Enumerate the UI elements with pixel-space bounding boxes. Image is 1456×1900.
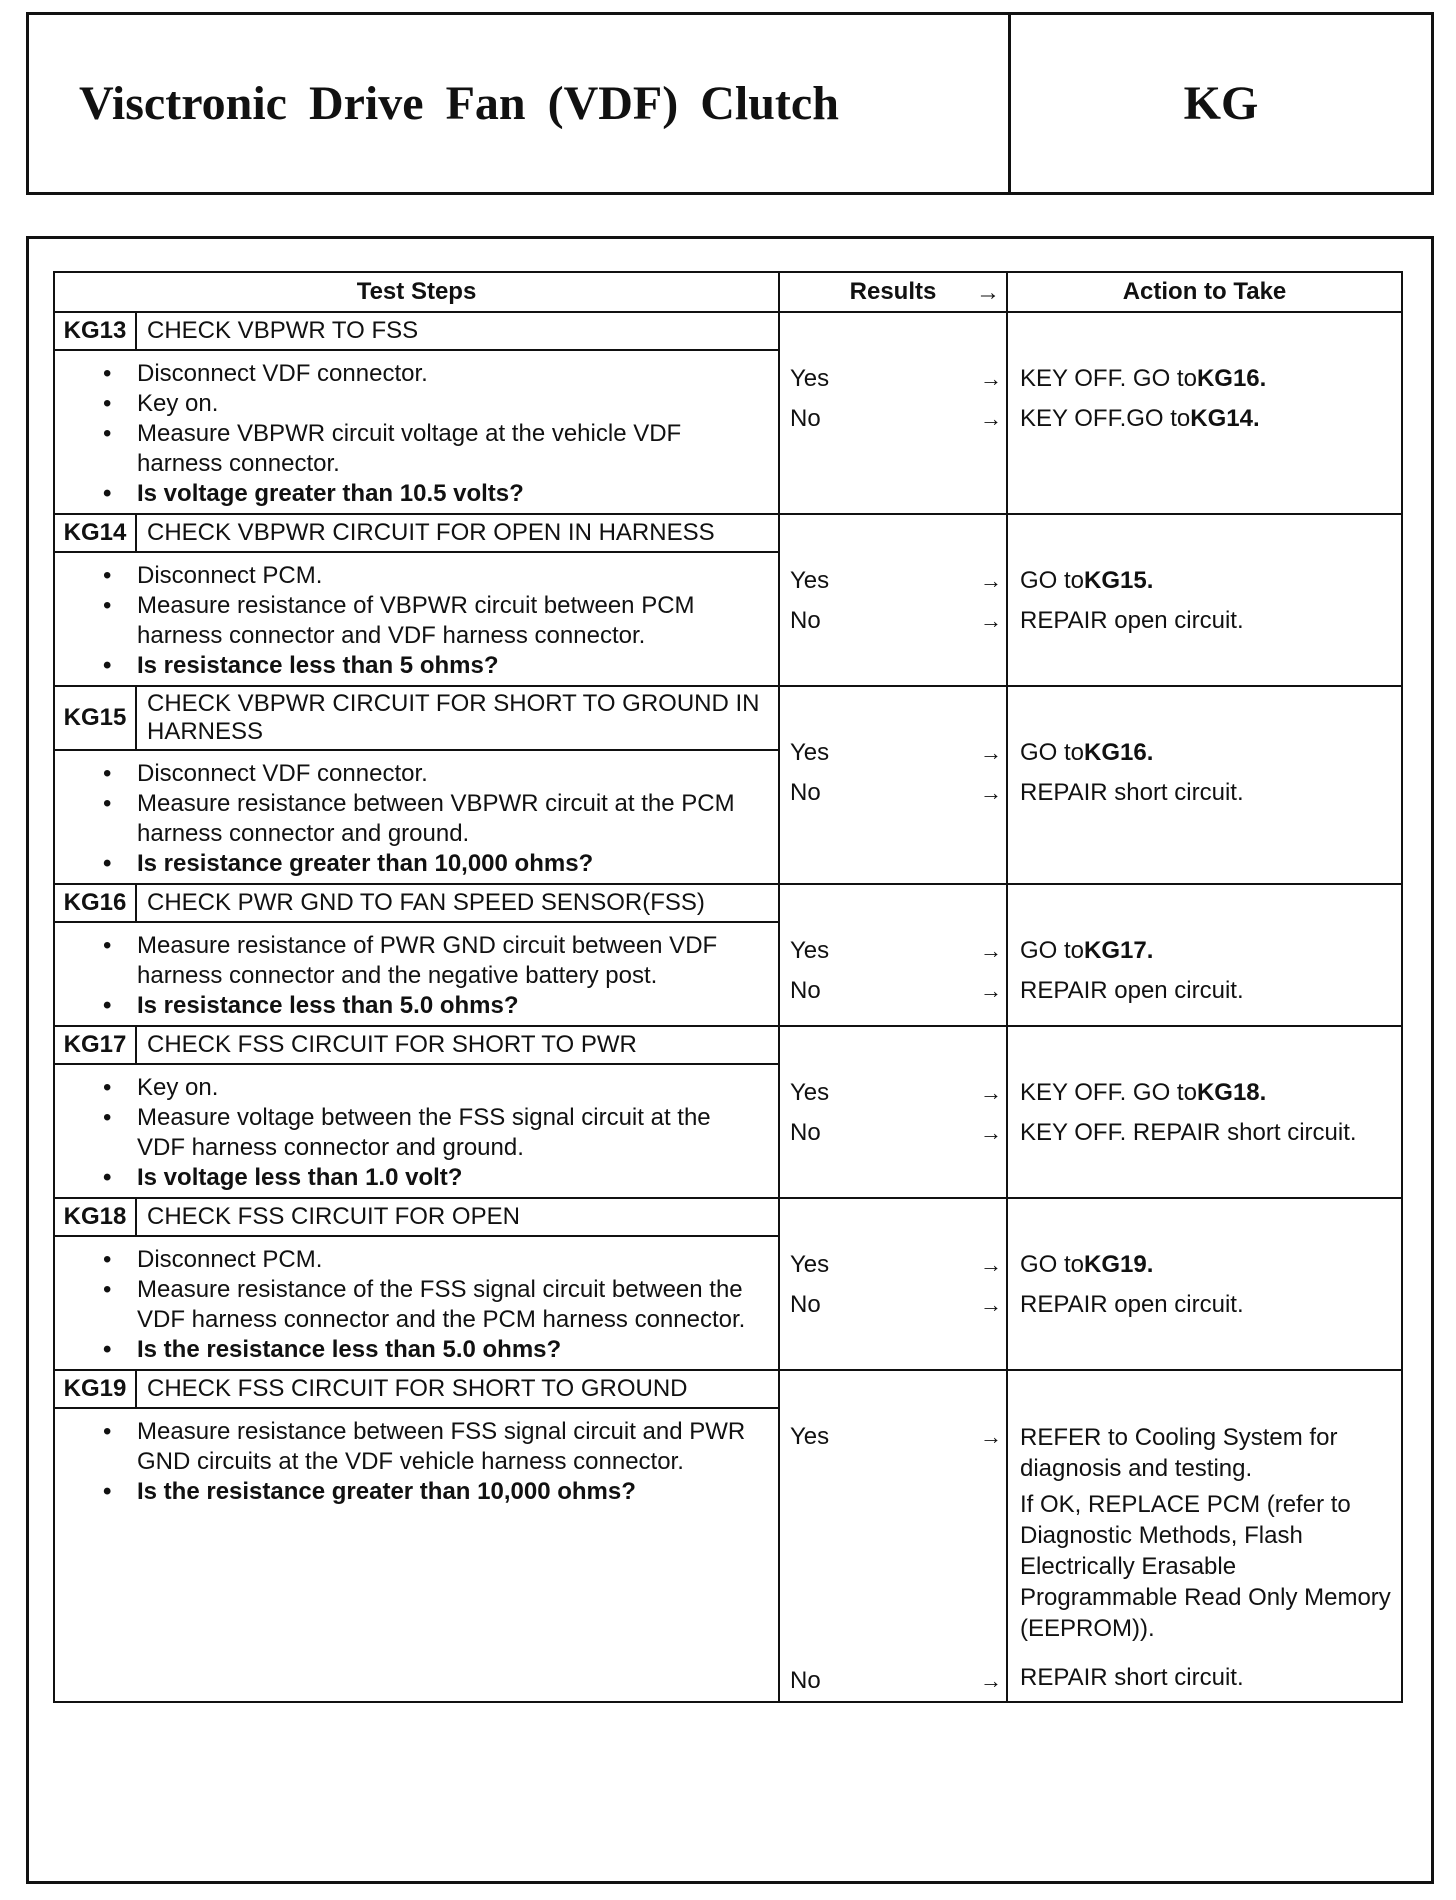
arrow-icon: → — [980, 608, 1002, 633]
result-spacer — [790, 1457, 996, 1661]
action-no — [1020, 1658, 1393, 1698]
action-no — [1020, 971, 1393, 1011]
step-results — [779, 1370, 1007, 1702]
step-title-row — [54, 884, 1402, 922]
result-yes — [790, 1417, 1002, 1457]
result-no-label: No — [790, 977, 821, 1004]
result-yes-label: Yes — [790, 739, 830, 766]
result-yes-label: Yes — [790, 567, 830, 594]
result-no — [790, 1285, 1002, 1325]
step-details — [54, 350, 779, 514]
result-yes — [790, 733, 1002, 773]
step-details — [54, 1408, 779, 1702]
result-yes-label: Yes — [790, 1251, 830, 1278]
step-title-row — [54, 514, 1402, 552]
arrow-icon: → — [980, 1424, 1002, 1449]
result-yes — [790, 359, 1002, 399]
step-bullet: • Measure resistance of VBPWR circuit between PCM harness connector and VDF harness connector. — [95, 591, 764, 651]
step-bullet-list — [55, 1237, 778, 1369]
arrow-icon: → — [980, 366, 1002, 391]
action-yes — [1020, 733, 1393, 773]
step-id: KG17 — [54, 1026, 136, 1064]
step-check-title: CHECK FSS CIRCUIT FOR SHORT TO PWR — [136, 1026, 779, 1064]
step-results — [779, 884, 1007, 1026]
action-yes — [1020, 931, 1393, 971]
page-title: Visctronic Drive Fan (VDF) Clutch — [29, 15, 1011, 192]
action-no — [1020, 1285, 1393, 1325]
step-results — [779, 514, 1007, 686]
action-yes-ref: KG19. — [1084, 1251, 1154, 1278]
result-no-label: No — [790, 1291, 821, 1318]
step-bullet: • Measure VBPWR circuit voltage at the vehicle VDF harness connector. — [95, 419, 764, 479]
step-check-title: CHECK VBPWR CIRCUIT FOR SHORT TO GROUND IN HARNESS — [136, 686, 779, 750]
step-results — [779, 686, 1007, 884]
step-title-row — [54, 1026, 1402, 1064]
step-id: KG14 — [54, 514, 136, 552]
header-results — [779, 272, 1007, 312]
action-yes-refer: REFER to Cooling System for diagnosis and testing. — [1020, 1424, 1338, 1482]
table-header-row — [54, 272, 1402, 312]
result-no-label: No — [790, 1119, 821, 1146]
step-check-title: CHECK VBPWR TO FSS — [136, 312, 779, 350]
arrow-icon: → — [980, 1120, 1002, 1145]
action-no — [1020, 1113, 1393, 1153]
step-actions — [1007, 1198, 1402, 1370]
action-no — [1020, 399, 1393, 439]
step-bullet: • Disconnect PCM. — [95, 1245, 764, 1275]
arrow-icon: → — [980, 780, 1002, 805]
step-question: • Is the resistance less than 5.0 ohms? — [95, 1335, 764, 1365]
arrow-icon: → — [980, 978, 1002, 1003]
step-id: KG19 — [54, 1370, 136, 1408]
action-no-text: REPAIR open circuit. — [1020, 1291, 1244, 1318]
step-bullet-list — [55, 1065, 778, 1197]
action-yes — [1020, 1073, 1393, 1113]
result-yes — [790, 1245, 1002, 1285]
action-no — [1020, 773, 1393, 813]
step-question: • Is resistance less than 5.0 ohms? — [95, 991, 764, 1021]
action-no-text: KEY OFF. REPAIR short circuit. — [1020, 1119, 1357, 1146]
step-bullet: • Disconnect VDF connector. — [95, 359, 764, 389]
action-no-text: KEY OFF.GO to — [1020, 405, 1191, 432]
step-bullet: • Key on. — [95, 1073, 764, 1103]
step-details — [54, 922, 779, 1026]
result-no-label: No — [790, 405, 821, 432]
action-yes-ref: KG15. — [1084, 567, 1154, 594]
action-no-text: REPAIR open circuit. — [1020, 977, 1244, 1004]
result-no-label: No — [790, 779, 821, 806]
step-bullet: • Measure resistance between FSS signal circuit and PWR GND circuits at the VDF vehicle harness connector. — [95, 1417, 764, 1477]
action-no — [1020, 601, 1393, 641]
steps-body — [54, 312, 1402, 1702]
step-title-row — [54, 1198, 1402, 1236]
step-id: KG18 — [54, 1198, 136, 1236]
result-no — [790, 971, 1002, 1011]
arrow-icon: → — [980, 938, 1002, 963]
step-results — [779, 312, 1007, 514]
step-details — [54, 1064, 779, 1198]
action-no-text: REPAIR short circuit. — [1020, 779, 1244, 806]
result-no-label: No — [790, 1667, 821, 1694]
step-bullet-list — [55, 1409, 778, 1511]
step-id: KG16 — [54, 884, 136, 922]
action-yes — [1020, 359, 1393, 399]
step-actions — [1007, 312, 1402, 514]
step-title-row — [54, 312, 1402, 350]
action-yes-text: GO to — [1020, 1251, 1085, 1278]
arrow-icon: → — [980, 1080, 1002, 1105]
step-bullet-list — [55, 351, 778, 513]
test-steps-table — [53, 271, 1403, 1703]
step-check-title: CHECK PWR GND TO FAN SPEED SENSOR(FSS) — [136, 884, 779, 922]
result-no — [790, 773, 1002, 813]
arrow-icon: → — [980, 1668, 1002, 1693]
action-yes — [1020, 1245, 1393, 1285]
arrow-icon: → — [980, 1252, 1002, 1277]
arrow-icon: → — [980, 568, 1002, 593]
step-check-title: CHECK VBPWR CIRCUIT FOR OPEN IN HARNESS — [136, 514, 779, 552]
step-question: • Is voltage greater than 10.5 volts? — [95, 479, 764, 509]
step-bullet-list — [55, 923, 778, 1025]
action-yes-ref: KG17. — [1084, 937, 1154, 964]
action-yes-text: GO to — [1020, 567, 1085, 594]
step-question: • Is the resistance greater than 10,000 ohms? — [95, 1477, 764, 1507]
step-details — [54, 750, 779, 884]
action-yes-replace: If OK, REPLACE PCM (refer to Diagnostic Methods, Flash Electrically Erasable Programmable Read Only Memory (EEPROM)). — [1020, 1491, 1391, 1642]
step-bullet: • Measure voltage between the FSS signal circuit at the VDF harness connector and ground. — [95, 1103, 764, 1163]
step-details — [54, 552, 779, 686]
action-yes-ref: KG18. — [1196, 1079, 1267, 1106]
section-code: KG — [1183, 77, 1259, 130]
content-frame — [26, 236, 1434, 1884]
action-yes-text: KEY OFF. GO to — [1020, 365, 1197, 392]
step-id: KG13 — [54, 312, 136, 350]
action-yes — [1020, 561, 1393, 601]
step-results — [779, 1198, 1007, 1370]
result-yes — [790, 1073, 1002, 1113]
result-no — [790, 1113, 1002, 1153]
result-yes-label: Yes — [790, 1079, 830, 1106]
action-yes-text: GO to — [1020, 937, 1085, 964]
result-yes — [790, 561, 1002, 601]
action-yes-text: KEY OFF. GO to — [1020, 1079, 1197, 1106]
header-test-steps: Test Steps — [54, 272, 779, 312]
step-results — [779, 1026, 1007, 1198]
step-actions — [1007, 514, 1402, 686]
step-actions — [1007, 1370, 1402, 1702]
arrow-icon: → — [980, 1292, 1002, 1317]
step-question: • Is resistance less than 5 ohms? — [95, 651, 764, 681]
result-no-label: No — [790, 607, 821, 634]
step-bullet-list — [55, 553, 778, 685]
action-yes-ref: KG16. — [1196, 365, 1267, 392]
result-yes-label: Yes — [790, 937, 830, 964]
step-actions — [1007, 884, 1402, 1026]
result-no — [790, 1661, 1002, 1701]
step-actions — [1007, 686, 1402, 884]
result-no — [790, 399, 1002, 439]
step-title-row — [54, 686, 1402, 750]
result-yes-label: Yes — [790, 365, 830, 392]
action-yes-ref: KG16. — [1084, 739, 1154, 766]
step-title-row — [54, 1370, 1402, 1408]
step-bullet-list — [55, 751, 778, 883]
step-question: • Is voltage less than 1.0 volt? — [95, 1163, 764, 1193]
step-bullet: • Key on. — [95, 389, 764, 419]
step-bullet: • Measure resistance between VBPWR circuit at the PCM harness connector and ground. — [95, 789, 764, 849]
arrow-icon: → — [976, 279, 1000, 306]
step-bullet: • Measure resistance of PWR GND circuit between VDF harness connector and the negative battery post. — [95, 931, 764, 991]
action-no-text: REPAIR short circuit. — [1020, 1664, 1244, 1691]
step-bullet: • Disconnect VDF connector. — [95, 759, 764, 789]
result-yes — [790, 931, 1002, 971]
header-box — [26, 12, 1434, 195]
header-results-label: Results — [849, 278, 937, 305]
step-bullet: • Disconnect PCM. — [95, 561, 764, 591]
step-actions — [1007, 1026, 1402, 1198]
header-action: Action to Take — [1007, 272, 1402, 312]
result-yes-label: Yes — [790, 1423, 830, 1450]
step-id: KG15 — [54, 686, 136, 750]
step-check-title: CHECK FSS CIRCUIT FOR SHORT TO GROUND — [136, 1370, 779, 1408]
action-no-ref: KG14. — [1190, 405, 1260, 432]
step-check-title: CHECK FSS CIRCUIT FOR OPEN — [136, 1198, 779, 1236]
step-question: • Is resistance greater than 10,000 ohms? — [95, 849, 764, 879]
arrow-icon: → — [980, 406, 1002, 431]
step-bullet: • Measure resistance of the FSS signal circuit between the VDF harness connector and the PCM harness connector. — [95, 1275, 764, 1335]
result-no — [790, 601, 1002, 641]
arrow-icon: → — [980, 740, 1002, 765]
action-no-text: REPAIR open circuit. — [1020, 607, 1244, 634]
action-yes-text: GO to — [1020, 739, 1085, 766]
step-details — [54, 1236, 779, 1370]
